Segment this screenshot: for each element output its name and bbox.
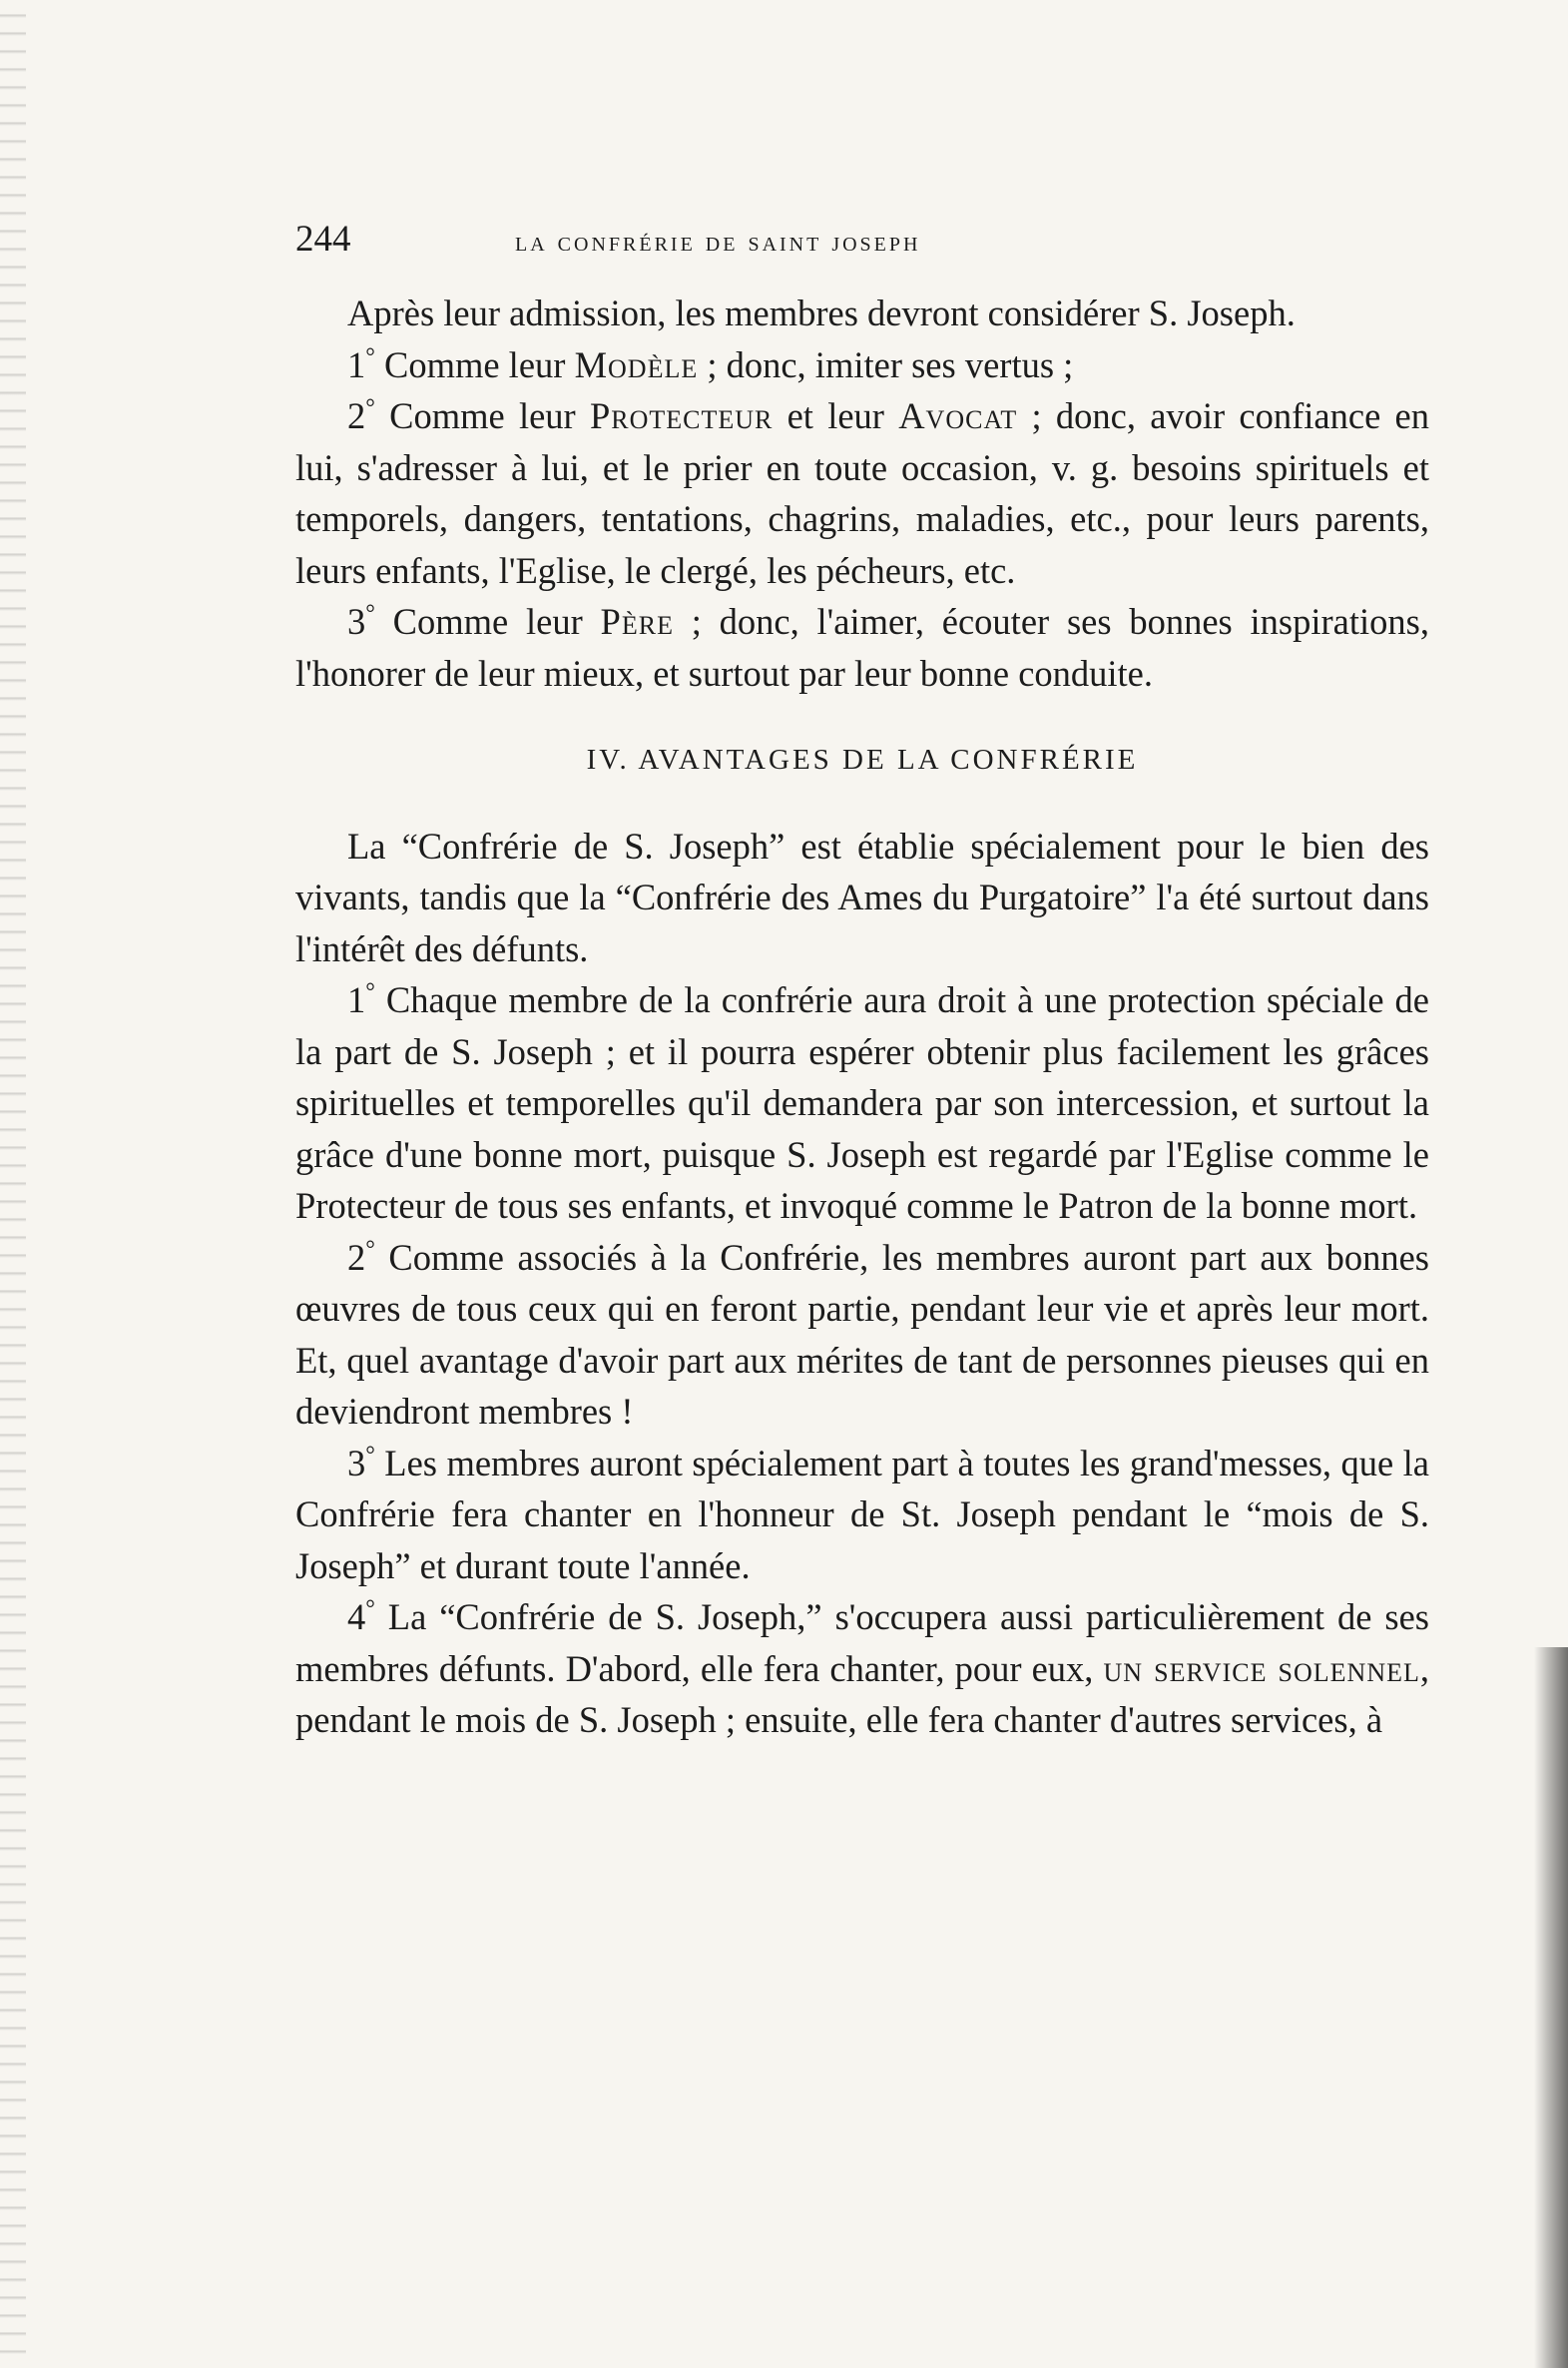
term-pere: Père bbox=[600, 601, 674, 642]
advantage-item-3: 3° Les membres auront spécialement part à toutes les grand'messes, que la Confrérie fera chanter en l'honneur de St. Joseph pendant le “mois de S. Joseph” et durant toute l'année. bbox=[295, 1442, 1429, 1586]
consider-item-2: 2° Comme leur Protecteur et leur Avocat ; donc, avoir confiance en lui, s'adresser à lui, et le prier en toute occasion, v. g. besoins spirituels et temporels, dangers, tentations, chagrins, maladies, etc., pour leurs parents, leurs enfants, l'Eglise, le clergé, les pécheurs, etc. bbox=[295, 394, 1429, 591]
term-protecteur: Protecteur bbox=[589, 395, 774, 436]
body-text bbox=[295, 288, 1429, 1746]
section-intro-paragraph: La “Confrérie de S. Joseph” est établie spécialement pour le bien des vivants, tandis que la “Confrérie des Ames du Purgatoire” l'a été surtout dans l'intérêt des défunts. bbox=[295, 825, 1429, 969]
section-heading: IV. AVANTAGES DE LA CONFRÉRIE bbox=[586, 744, 1139, 776]
degree-sign: ° bbox=[365, 600, 375, 627]
term-service-solennel: un service solennel bbox=[1103, 1647, 1420, 1689]
item-number: 4 bbox=[347, 1596, 366, 1637]
item-number: 1 bbox=[347, 979, 366, 1020]
intro-paragraph: Après leur admission, les membres devront considérer S. Joseph. bbox=[347, 293, 1296, 333]
degree-sign: ° bbox=[365, 394, 375, 421]
degree-sign: ° bbox=[365, 978, 375, 1005]
scan-edge-left bbox=[0, 0, 26, 2368]
book-page bbox=[295, 218, 1429, 2214]
item-number: 3 bbox=[347, 1442, 366, 1483]
running-head bbox=[295, 218, 1429, 288]
item-number: 2 bbox=[347, 395, 366, 436]
scan-edge-right bbox=[1534, 1647, 1568, 2368]
advantage-item-1: 1° Chaque membre de la confrérie aura droit à une protection spéciale de la part de S. Joseph ; et il pourra espérer obtenir plus facilement les grâces spirituelles et temporelles qu'il demandera par son intercession, et surtout la grâce d'une bonne mort, puisque S. Joseph est regardé par l'Eglise comme le Protecteur de tous ses enfants, et invoqué comme le Patron de la bonne mort. bbox=[295, 978, 1429, 1226]
degree-sign: ° bbox=[365, 343, 375, 370]
term-avocat: Avocat bbox=[898, 395, 1018, 436]
page-number: 244 bbox=[295, 219, 351, 260]
degree-sign: ° bbox=[365, 1442, 375, 1469]
item-number: 1 bbox=[347, 343, 366, 385]
consider-item-1: 1° Comme leur Modèle ; donc, imiter ses vertus ; bbox=[347, 343, 1074, 385]
item-number: 3 bbox=[347, 601, 366, 642]
advantage-item-2: 2° Comme associés à la Confrérie, les membres auront part aux bonnes œuvres de tous ceux qui en feront partie, pendant leur vie et après leur mort. Et, quel avantage d'avoir part aux mérites de tant de personnes pieuses qui en deviendront membres ! bbox=[295, 1236, 1429, 1432]
item-number: 2 bbox=[347, 1236, 366, 1278]
term-modele: Modèle bbox=[574, 343, 699, 385]
advantage-item-4: 4° La “Confrérie de S. Joseph,” s'occupera aussi particulièrement de ses membres défunts. D'abord, elle fera chanter, pour eux, un service solennel, pendant le mois de S. Joseph ; ensuite, elle fera chanter d'autres services, à bbox=[295, 1595, 1429, 1740]
degree-sign: ° bbox=[365, 1595, 375, 1622]
consider-item-3: 3° Comme leur Père ; donc, l'aimer, écouter ses bonnes inspirations, l'honorer de leur mieux, et surtout par leur bonne conduite. bbox=[295, 600, 1429, 694]
degree-sign: ° bbox=[365, 1236, 375, 1263]
running-title: la confrérie de saint joseph bbox=[515, 227, 921, 258]
